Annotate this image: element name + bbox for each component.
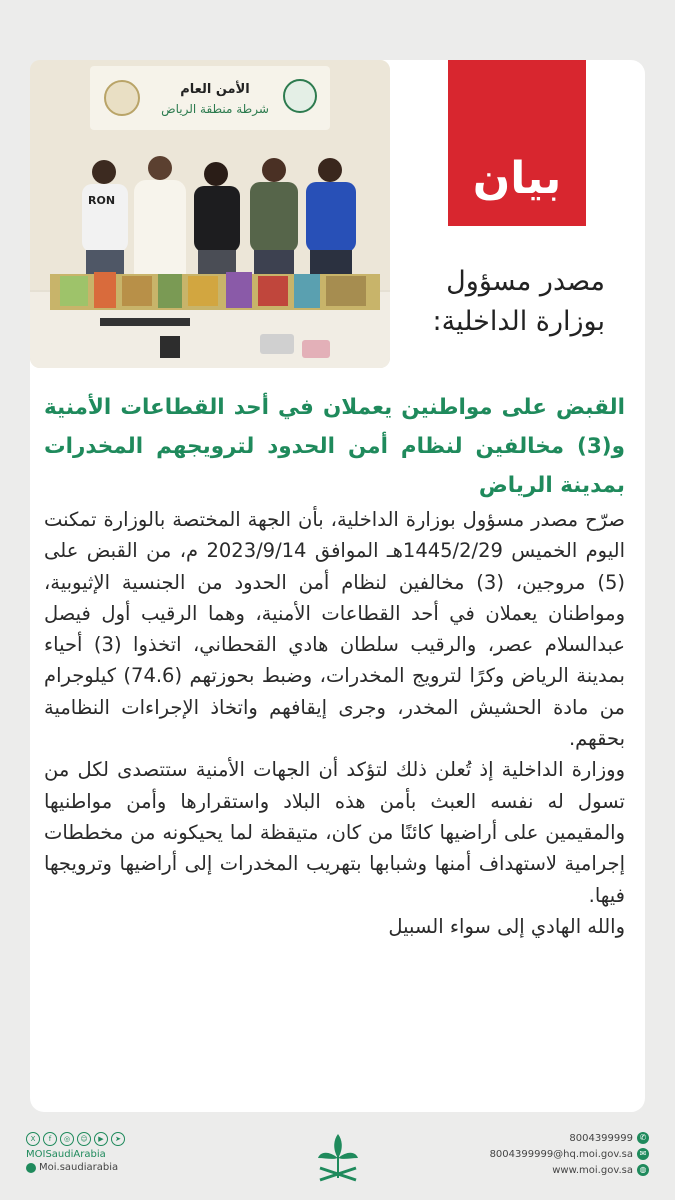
handle-primary[interactable]: MOISaudiArabia [26,1149,106,1160]
footer-contacts [449,1132,649,1180]
statement-body [44,504,625,942]
headline: القبض على مواطنين يعملان في أحد القطاعات الأمنية و(3) مخالفين لنظام أمن الحدود لترويجهم المخدرات بمدينة الرياض [44,395,625,498]
statement-badge [448,60,586,226]
source-line-2: بوزارة الداخلية: [432,306,605,337]
telegram-icon[interactable]: ➤ [111,1132,125,1146]
photo-banner-title: الأمن العام [180,82,250,97]
globe-icon: ◍ [637,1164,649,1176]
footer-phone[interactable]: 8004399999 [569,1132,633,1144]
youtube-icon[interactable]: ▶ [94,1132,108,1146]
body-paragraph-2: ووزارة الداخلية إذ تُعلن ذلك لتؤكد أن الجهات الأمنية ستتصدى لكل من تسول له نفسه العبث بأمن هذه البلاد واستقرارها وأمن مواطنيها والمقيمين على أراضيها كائنًا من كان، متيقظة لما يحيكونه من مخططات إجرامية لاستهداف أمنها وشبابها بتهريب المخدرات إلى أراضيها وترويجها فيها. [44,758,625,907]
body-paragraph-3: والله الهادي إلى سواء السبيل [388,914,625,938]
statement-badge-label: بيان [472,153,562,204]
photo-shirt-text: RON [88,194,116,207]
tiktok-icon [26,1163,36,1173]
moi-emblem-icon [284,80,316,112]
arrest-photo [30,60,390,368]
snapchat-icon[interactable]: ☺ [77,1132,91,1146]
social-icons [26,1132,156,1146]
body-paragraph-1: صرّح مصدر مسؤول بوزارة الداخلية، بأن الجهة المختصة بالوزارة تمكنت اليوم الخميس 1445/2/29هـ الموافق 2023/9/14 م، من القبض على (5) مروجين، (3) مخالفين لنظام أمن الحدود من الجنسية الإثيوبية، ومواطنان يعملان في أحد القطاعات الأمنية، وهما الرقيب أول فيصل عبدالسلام عصر، والرقيب سلطان هادي القحطاني، اتخذوا (3) أحياء بمدينة الرياض وكرًا لترويج المخدرات، وضبط بحوزتهم (74.6) كيلوجرام من مادة الحشيش المخدر، وجرى إيقافهم واتخاذ الإجراءات النظامية بحقهم. [44,508,626,751]
x-icon[interactable]: X [26,1132,40,1146]
phone-icon: ✆ [637,1132,649,1144]
footer-website[interactable]: www.moi.gov.sa [552,1164,633,1176]
facebook-icon[interactable]: f [43,1132,57,1146]
footer-social [26,1132,156,1173]
handle-secondary[interactable]: Moi.saudiarabia [39,1162,119,1173]
saudi-emblem-icon [308,1128,368,1192]
police-emblem-icon [105,81,139,115]
email-icon: ✉ [637,1148,649,1160]
photo-banner-subtitle: شرطة منطقة الرياض [161,102,269,116]
instagram-icon[interactable]: ◎ [60,1132,74,1146]
footer-email[interactable]: 8004399999@hq.moi.gov.sa [489,1148,633,1160]
source-line-1: مصدر مسؤول [446,266,605,297]
source-label [405,262,605,342]
